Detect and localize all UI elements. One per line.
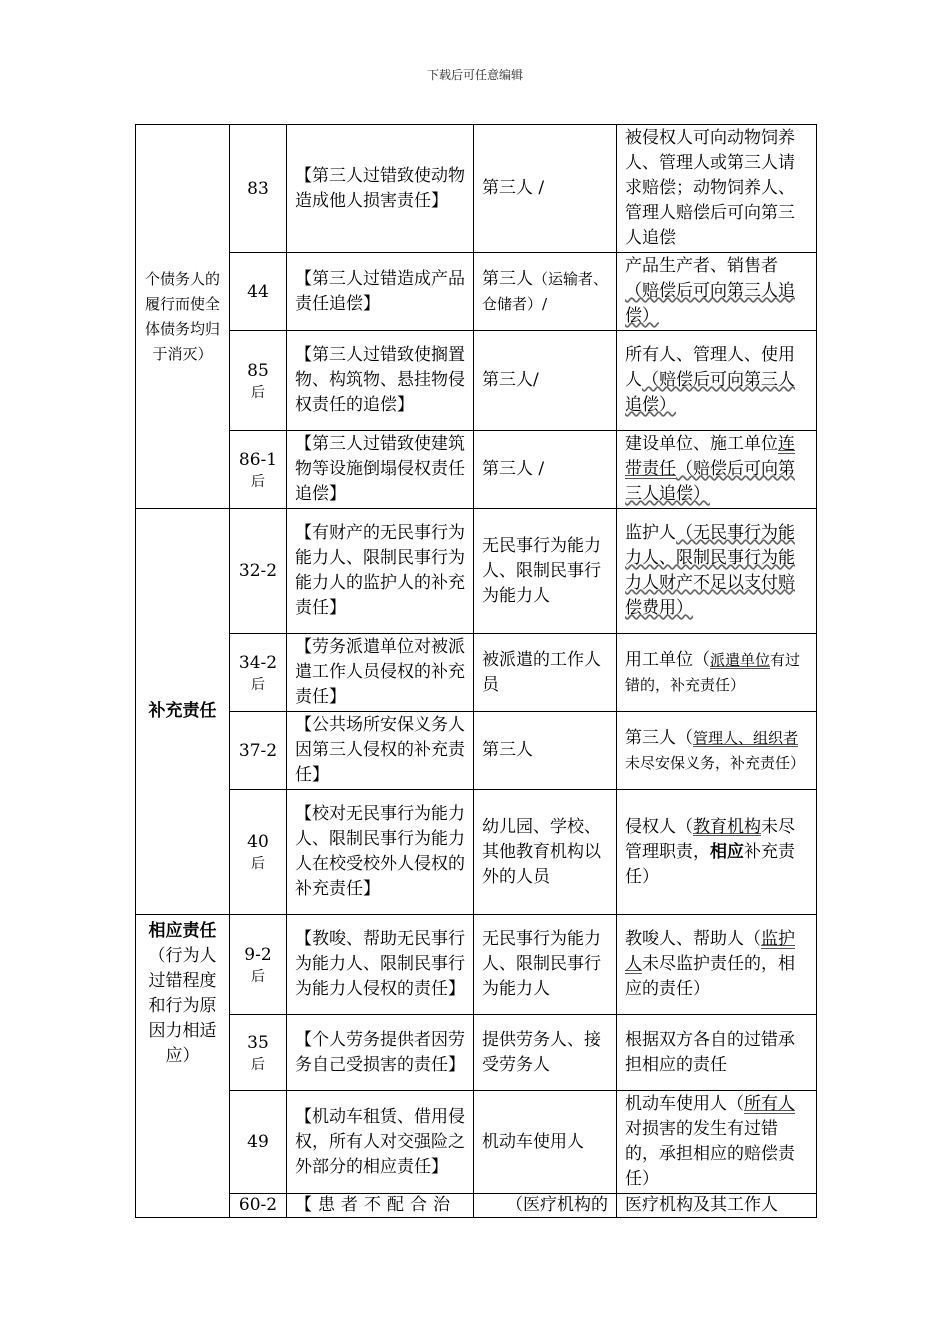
party-cell [474,253,617,331]
description-cell: 【第三人过错致使搁置物、构筑物、悬挂物侵权责任的追偿】 [287,331,474,431]
responsibility-cell [617,790,817,915]
article-number-cell [230,634,287,712]
article-number: 9-2 [244,944,272,965]
resp-note: （赔偿后可向第三人追偿） [625,370,795,415]
article-number: 40 [247,832,269,852]
party-cell: 提供劳务人、接受劳务人 [474,1015,617,1091]
responsibility-cell: 医疗机构及其工作人 [617,1194,817,1218]
article-number: 32-2 [238,561,278,581]
article-number: 83 [247,178,269,199]
responsibility-cell [617,253,817,331]
resp-text: 机动车使用人（ [625,1094,744,1114]
resp-text: 产品生产者、销售者 [625,256,778,276]
article-suffix: 后 [251,384,265,401]
resp-text: 监护人 [625,523,676,543]
description-cell: 【第三人过错致使建筑物等设施倒塌侵权责任追偿】 [287,431,474,509]
resp-emphasis: 派遣单位 [710,650,771,669]
description-cell: 【机动车租赁、借用侵权，所有人对交强险之外部分的相应责任】 [287,1091,474,1194]
responsibility-cell: 根据双方各自的过错承担相应的责任 [617,1015,817,1091]
responsibility-cell [617,1091,817,1194]
resp-text: 用工单位（ [625,649,710,670]
category-cell [136,125,230,509]
article-number: 37-2 [238,740,278,761]
party-cell: 无民事行为能力人、限制民事行为能力人 [474,509,617,634]
resp-text: 建设单位、施工单位 [625,434,778,454]
party-cell: （医疗机构的 [474,1194,617,1218]
article-number-cell [230,331,287,431]
article-number: 86-1 [238,449,278,470]
article-number-cell [230,915,287,1015]
party-text: 第三人 [482,268,533,289]
resp-note: （无民事行为能力人、限制民事行为能力人财产不足以支付赔偿费用） [625,523,795,618]
responsibility-cell [617,509,817,634]
resp-emphasis: 所有人 [744,1094,795,1114]
table-row [136,1091,817,1194]
article-number-cell [230,1091,287,1194]
resp-note: 未尽管理职责， [625,816,795,862]
description-cell: 【校对无民事行为能力人、限制民事行为能力人在校受校外人侵权的补充责任】 [287,790,474,915]
party-cell: 被派遣的工作人员 [474,634,617,712]
resp-tail: 补充责任） [625,841,795,887]
party-cell: 第三人 [474,712,617,790]
responsibility-cell [617,634,817,712]
party-note: （运输者、仓储者）/ [482,269,609,313]
category-cell [136,509,230,915]
article-number-cell [230,253,287,331]
description-cell: 【教唆、帮助无民事行为能力人、限制民事行为能力人侵权的责任】 [287,915,474,1015]
article-number: 85 [247,360,269,381]
article-number: 60-2 [238,1195,278,1215]
description-cell: 【劳务派遣单位对被派遣工作人员侵权的补充责任】 [287,634,474,712]
table-row [136,790,817,915]
table-row [136,125,817,253]
party-cell: 无民事行为能力人、限制民事行为能力人 [474,915,617,1015]
article-number-cell [230,1015,287,1091]
resp-emphasis: 管理人、组织者 [693,728,799,747]
category-label: 个债务人的履行而使全体债务均归于消灭） [144,269,220,363]
table-row [136,915,817,1015]
resp-emphasis: 监护人 [625,929,795,974]
article-number: 34-2 [238,652,278,673]
liability-table [135,124,817,1218]
table-row [136,634,817,712]
category-label: 补充责任 [148,701,217,721]
party-cell: 幼儿园、学校、其他教育机构以外的人员 [474,790,617,915]
category-label: 相应责任 [148,921,217,941]
responsibility-cell [617,712,817,790]
description-cell: 【有财产的无民事行为能力人、限制民事行为能力人的监护人的补充责任】 [287,509,474,634]
article-suffix: 后 [251,676,265,693]
table-row [136,1194,817,1218]
category-cell [136,915,230,1218]
description-cell: 【第三人过错致使动物造成他人损害责任】 [287,125,474,253]
article-suffix: 后 [251,968,265,985]
resp-note: 未尽安保义务，补充责任） [625,753,806,772]
responsibility-cell [617,431,817,509]
resp-note: （赔偿后可向第三人追偿） [625,281,795,326]
description-cell: 【第三人过错造成产品责任追偿】 [287,253,474,331]
article-number-cell [230,509,287,634]
table-row [136,712,817,790]
article-number: 44 [247,281,269,302]
resp-text: 所有人、管理人、使用人 [625,345,795,390]
party-cell: 第三人/ [474,331,617,431]
resp-bold: 相应 [710,841,744,862]
responsibility-cell [617,331,817,431]
resp-emphasis: 教育机构 [693,816,761,837]
party-cell: 第三人 / [474,431,617,509]
article-number-cell [230,431,287,509]
article-suffix: 后 [251,1056,265,1073]
party-cell: 机动车使用人 [474,1091,617,1194]
article-number: 49 [247,1132,269,1152]
table-row [136,509,817,634]
article-number-cell [230,712,287,790]
table-row [136,331,817,431]
article-suffix: 后 [251,473,265,490]
article-number: 35 [247,1032,269,1053]
description-cell: 【患者不配合治 [287,1194,474,1218]
resp-note: 对损害的发生有过错的，承担相应的赔偿责任） [625,1119,795,1189]
article-number-cell [230,790,287,915]
resp-emphasis: 连带责任 [625,434,795,479]
description-cell: 【公共场所安保义务人因第三人侵权的补充责任】 [287,712,474,790]
resp-note: 未尽监护责任的，相应的责任） [625,954,795,999]
description-cell: 【个人劳务提供者因劳务自己受损害的责任】 [287,1015,474,1091]
table-row [136,253,817,331]
responsibility-cell [617,915,817,1015]
party-cell: 第三人 / [474,125,617,253]
resp-note: 有过错的，补充责任） [625,650,801,694]
responsibility-cell: 被侵权人可向动物饲养人、管理人或第三人请求赔偿；动物饲养人、管理人赔偿后可向第三人追偿 [617,125,817,253]
resp-text: 教唆人、帮助人（ [625,929,761,949]
article-suffix: 后 [251,856,265,872]
category-note: （行为人过错程度和行为原因力相适应） [148,946,217,1066]
resp-text: 侵权人（ [625,816,693,837]
resp-text: 第三人（ [625,727,693,748]
resp-note: （赔偿后可向第三人追偿） [625,459,795,504]
table-row [136,431,817,509]
article-number-cell [230,1194,287,1218]
page-header: 下载后可任意编辑 [426,68,523,82]
table-row [136,1015,817,1091]
article-number-cell [230,125,287,253]
